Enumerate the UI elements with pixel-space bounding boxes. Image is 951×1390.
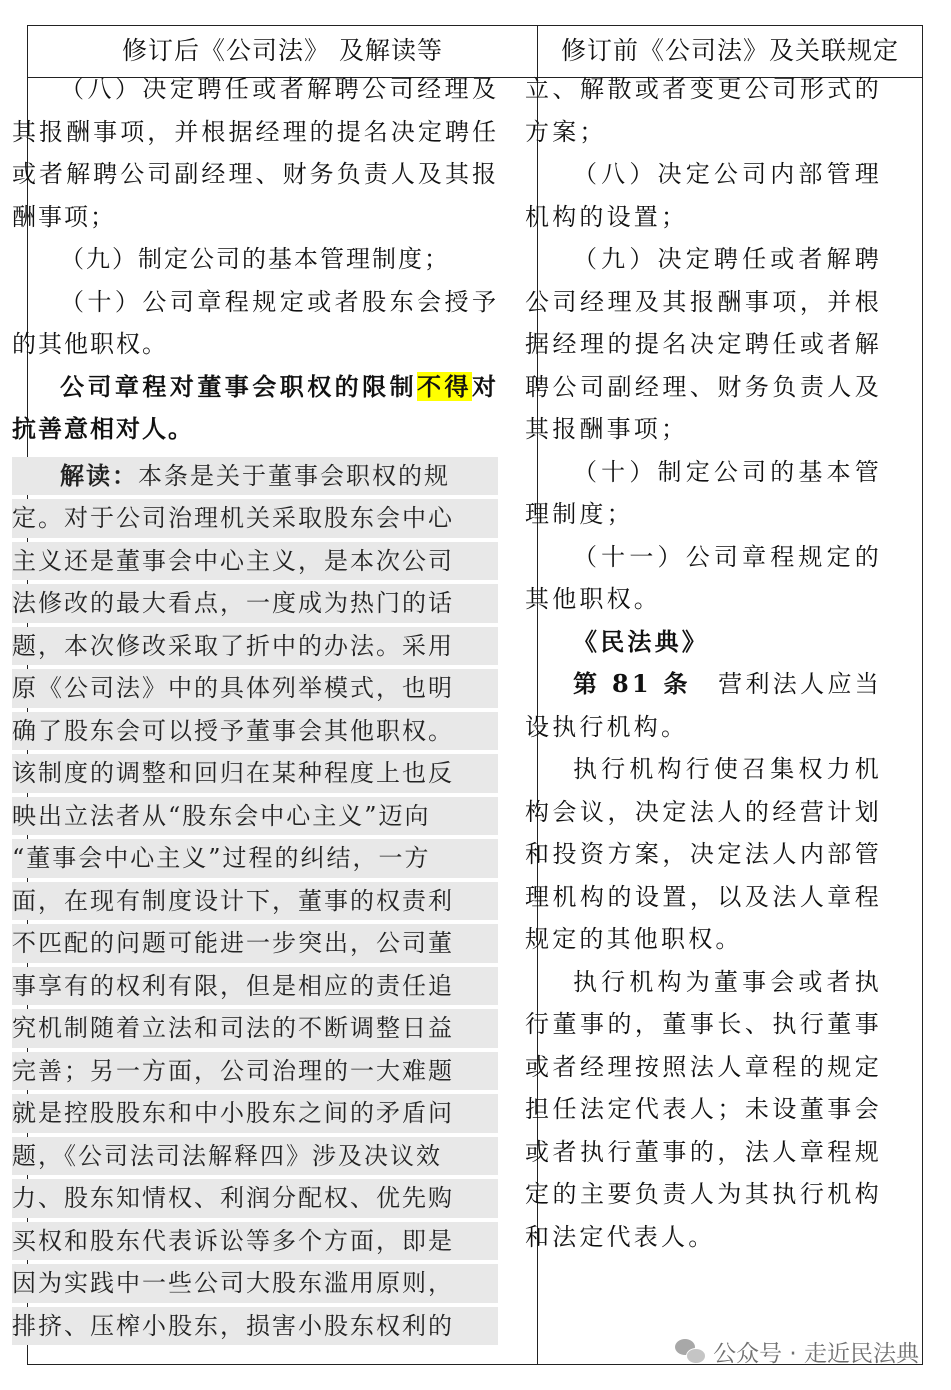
interpretation-line: 力、股东知情权、利润分配权、优先购 [12, 1179, 498, 1218]
article-number: 第 81 条 [573, 669, 691, 698]
interpretation-line: 究机制随着立法和司法的不断调整日益 [12, 1009, 498, 1048]
interpretation-label: 解读： [60, 460, 138, 490]
original-item-9: （九）决定聘任或者解聘公司经理及其报酬事项，并根据经理的提名决定聘任或者解聘公司副经理、财务负责人及其报酬事项； [525, 245, 882, 443]
civil-code-article-81 [525, 663, 882, 748]
interpretation-line: 买权和股东代表诉讼等多个方面，即是 [12, 1222, 498, 1261]
interpretation-line: 定。对于公司治理机关采取股东会中心 [12, 499, 498, 538]
highlighted-term: 不得 [417, 371, 473, 401]
interpretation-line: 不匹配的问题可能进一步突出，公司董 [12, 924, 498, 963]
interpretation-line: 就是控股股东和中小股东之间的矛盾问 [12, 1094, 498, 1133]
header-revised: 修订后《公司法》 及解读等 [122, 36, 443, 65]
interpretation-line: 完善；另一方面，公司治理的一大难题 [12, 1052, 498, 1091]
wechat-icon [675, 1339, 705, 1365]
watermark [675, 1335, 919, 1368]
interpretation-line: 映出立法者从“股东会中心主义”迈向 [12, 797, 498, 836]
original-item-8: （八）决定公司内部管理机构的设置； [525, 160, 882, 231]
civil-code-para-2: 执行机构行使召集权力机构会议，决定法人的经营计划和投资方案，决定法人内部管理机构的设置，以及法人章程规定的其他职权。 [525, 755, 882, 953]
interpretation-line: 因为实践中一些公司大股东滥用原则， [12, 1264, 498, 1303]
civil-code-title: 《民法典》 [573, 626, 709, 656]
interpretation-line: 面，在现有制度设计下，董事的权责利 [12, 882, 498, 921]
limit-clause-text: 公司章程对董事会职权的限制 [60, 371, 418, 401]
limit-clause-tail: 对抗善意相对人。 [12, 371, 499, 443]
revised-limit-clause [12, 366, 498, 451]
civil-code-para-3: 执行机构为董事会或者执行董事的，董事长、执行董事或者经理按照法人章程的规定担任法定代表人；未设董事会或者执行董事的，法人章程规定的主要负责人为其执行机构和法定代表人。 [525, 967, 882, 1251]
revised-item-10: （十）公司章程规定或者股东会授予的其他职权。 [12, 287, 498, 358]
interpretation-line: 确了股东会可以授予董事会其他职权。 [12, 712, 498, 751]
interpretation-line: 法修改的最大看点，一度成为热门的话 [12, 584, 498, 623]
header-original: 修订前《公司法》及关联规定 [560, 36, 899, 65]
interpretation-line: 主义还是董事会中心主义，是本次公司 [12, 542, 498, 581]
original-item-10: （十）制定公司的基本管理制度； [525, 457, 882, 528]
interpretation-line: 事享有的权利有限，但是相应的责任追 [12, 967, 498, 1006]
interpretation-line: 排挤、压榨小股东，损害小股东权利的 [12, 1307, 498, 1346]
original-item-11: （十一）公司章程规定的其他职权。 [525, 542, 882, 613]
interpretation-block [12, 457, 498, 1346]
article-text: 营利法人应当设执行机构。 [525, 670, 882, 741]
revised-column [12, 68, 498, 1349]
original-item-7-tail: 立、解散或者变更公司形式的方案； [525, 75, 882, 146]
watermark-text: 公众号 · 走近民法典 [713, 1341, 919, 1367]
interpretation-line: 题，本次修改采取了折中的办法。采用 [12, 627, 498, 666]
interpretation-line: “董事会中心主义”过程的纠结，一方 [12, 839, 498, 878]
revised-item-8: （八）决定聘任或者解聘公司经理及其报酬事项，并根据经理的提名决定聘任或者解聘公司副经理、财务负责人及其报酬事项； [12, 75, 498, 231]
original-column [525, 68, 882, 1258]
revised-item-9: （九）制定公司的基本管理制度； [60, 245, 450, 273]
interpretation-line: 原《公司法》中的具体列举模式，也明 [12, 669, 498, 708]
interpretation-line: 题，《公司法司法解释四》涉及决议效 [12, 1137, 498, 1176]
interpretation-line: 该制度的调整和回归在某种程度上也反 [12, 754, 498, 793]
interpretation-line: 解读：本条是关于董事会职权的规 [12, 457, 498, 496]
